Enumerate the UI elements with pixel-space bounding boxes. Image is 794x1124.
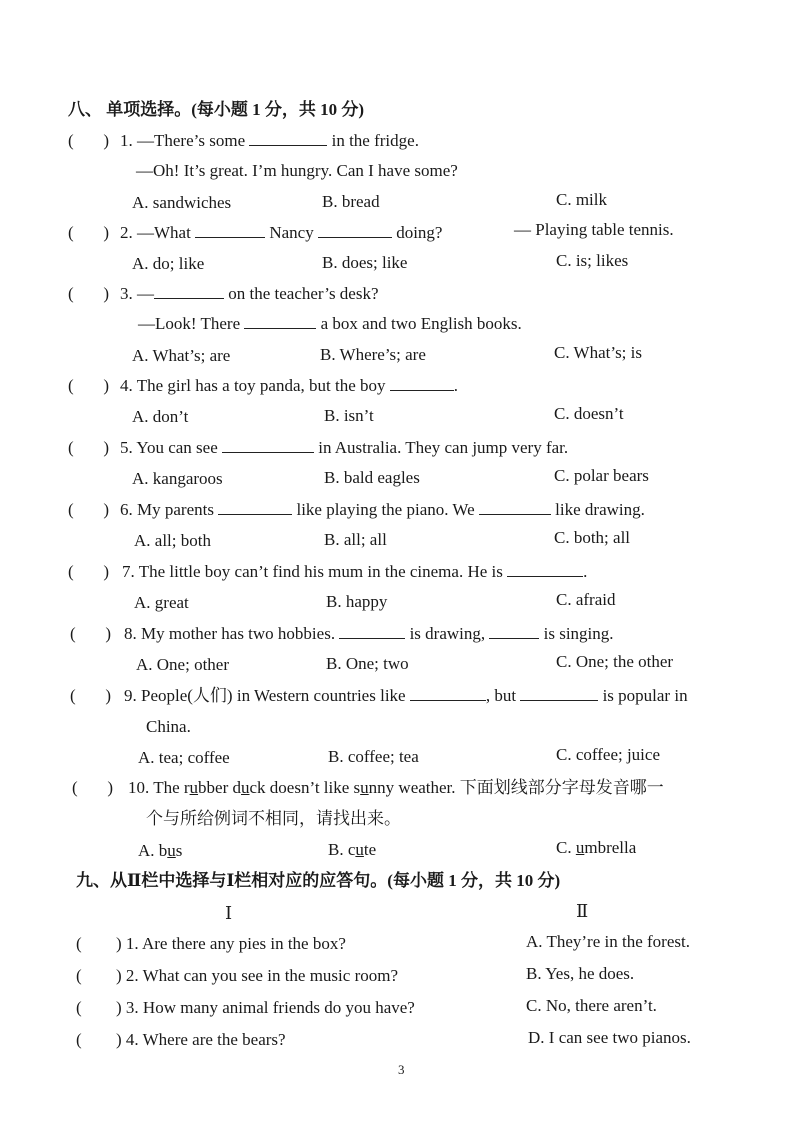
- answer-paren[interactable]: (: [76, 966, 82, 985]
- blank[interactable]: [222, 437, 314, 453]
- blank[interactable]: [249, 130, 327, 146]
- option-c[interactable]: C. both; all: [554, 528, 631, 547]
- option-b[interactable]: B. happy: [326, 592, 388, 611]
- match-question-2: ) 2. What can you see in the music room?: [116, 966, 398, 985]
- option-a[interactable]: A. bus: [138, 841, 183, 860]
- match-answer-b: B. Yes, he does.: [526, 964, 635, 983]
- answer-paren[interactable]: (: [76, 998, 82, 1017]
- column-1-header: Ⅰ: [225, 903, 233, 923]
- answer-paren[interactable]: (: [76, 934, 82, 953]
- option-a[interactable]: A. don’t: [132, 407, 189, 426]
- answer-paren[interactable]: ( ): [72, 778, 114, 797]
- answer-paren[interactable]: ( ): [68, 438, 110, 457]
- blank[interactable]: [244, 313, 316, 329]
- blank[interactable]: [520, 685, 598, 701]
- blank[interactable]: [195, 222, 265, 238]
- option-b[interactable]: B. all; all: [324, 530, 387, 549]
- option-c[interactable]: C. is; likes: [556, 251, 629, 270]
- option-c[interactable]: C. polar bears: [554, 466, 649, 485]
- option-a[interactable]: A. What’s; are: [132, 346, 231, 365]
- option-a[interactable]: A. all; both: [134, 531, 211, 550]
- match-question-3: ) 3. How many animal friends do you have?: [116, 998, 415, 1017]
- option-a[interactable]: A. sandwiches: [132, 193, 232, 212]
- question-1: 1. —There’s some in the fridge.: [120, 131, 419, 150]
- option-a[interactable]: A. kangaroos: [132, 469, 223, 488]
- blank[interactable]: [218, 499, 292, 515]
- question-5: 5. You can see in Australia. They can jump very far.: [120, 438, 569, 457]
- answer-paren[interactable]: ( ): [68, 500, 110, 519]
- question-9-line2: China.: [146, 717, 191, 736]
- question-6: 6. My parents like playing the piano. We like drawing.: [120, 500, 645, 519]
- answer-paren[interactable]: ( ): [68, 284, 110, 303]
- question-9: 9. People(人们) in Western countries like , but is popular in: [124, 686, 688, 705]
- option-a[interactable]: A. great: [134, 593, 189, 612]
- answer-paren[interactable]: ( ): [70, 686, 112, 705]
- blank[interactable]: [318, 222, 392, 238]
- match-answer-a: A. They’re in the forest.: [526, 932, 690, 951]
- blank[interactable]: [154, 283, 224, 299]
- section-8-title: 八、 单项选择。(每小题 1 分，共 10 分): [68, 100, 365, 119]
- option-b[interactable]: B. isn’t: [324, 406, 374, 425]
- question-3: 3. — on the teacher’s desk?: [120, 284, 379, 303]
- page-number: 3: [398, 1062, 405, 1077]
- option-c[interactable]: C. afraid: [556, 590, 616, 609]
- blank[interactable]: [489, 623, 539, 639]
- blank[interactable]: [410, 685, 486, 701]
- answer-paren[interactable]: ( ): [68, 376, 110, 395]
- question-1-line2: —Oh! It’s great. I’m hungry. Can I have some?: [136, 161, 458, 180]
- blank[interactable]: [479, 499, 551, 515]
- question-2-answer: — Playing table tennis.: [514, 220, 674, 239]
- answer-paren[interactable]: (: [76, 1030, 82, 1049]
- match-question-4: ) 4. Where are the bears?: [116, 1030, 286, 1049]
- option-b[interactable]: B. does; like: [322, 253, 408, 272]
- question-3-line2: —Look! There a box and two English books.: [138, 314, 522, 333]
- option-b[interactable]: B. bald eagles: [324, 468, 420, 487]
- column-2-header: Ⅱ: [576, 901, 589, 921]
- blank[interactable]: [339, 623, 405, 639]
- option-c[interactable]: C. What’s; is: [554, 343, 642, 362]
- option-b[interactable]: B. Where’s; are: [320, 345, 426, 364]
- section-9-title: 九、从Ⅱ栏中选择与Ⅰ栏相对应的应答句。(每小题 1 分，共 10 分): [76, 871, 561, 890]
- option-b[interactable]: B. coffee; tea: [328, 747, 419, 766]
- question-8: 8. My mother has two hobbies. is drawing, is singing.: [124, 624, 614, 643]
- option-c[interactable]: C. milk: [556, 190, 608, 209]
- option-c[interactable]: C. coffee; juice: [556, 745, 661, 764]
- option-b[interactable]: B. One; two: [326, 654, 409, 673]
- answer-paren[interactable]: ( ): [68, 131, 110, 150]
- blank[interactable]: [507, 561, 583, 577]
- answer-paren[interactable]: ( ): [70, 624, 112, 643]
- match-answer-d: D. I can see two pianos.: [528, 1028, 691, 1047]
- option-c[interactable]: C. umbrella: [556, 838, 637, 857]
- option-b[interactable]: B. bread: [322, 192, 380, 211]
- match-answer-c: C. No, there aren’t.: [526, 996, 657, 1015]
- question-2: 2. —What Nancy doing?: [120, 223, 443, 242]
- match-question-1: ) 1. Are there any pies in the box?: [116, 934, 346, 953]
- blank[interactable]: [390, 375, 454, 391]
- option-a[interactable]: A. One; other: [136, 655, 230, 674]
- answer-paren[interactable]: ( ): [68, 223, 110, 242]
- question-7: 7. The little boy can’t find his mum in the cinema. He is .: [122, 562, 588, 581]
- question-10-line2: 个与所给例词不相同，请找出来。: [146, 809, 401, 828]
- question-4: 4. The girl has a toy panda, but the boy .: [120, 376, 459, 395]
- question-10: 10. The rubber duck doesn’t like sunny weather. 下面划线部分字母发音哪一: [128, 778, 664, 797]
- option-c[interactable]: C. doesn’t: [554, 404, 624, 423]
- option-c[interactable]: C. One; the other: [556, 652, 674, 671]
- answer-paren[interactable]: ( ): [68, 562, 110, 581]
- option-a[interactable]: A. do; like: [132, 254, 205, 273]
- option-a[interactable]: A. tea; coffee: [138, 748, 230, 767]
- option-b[interactable]: B. cute: [328, 840, 377, 859]
